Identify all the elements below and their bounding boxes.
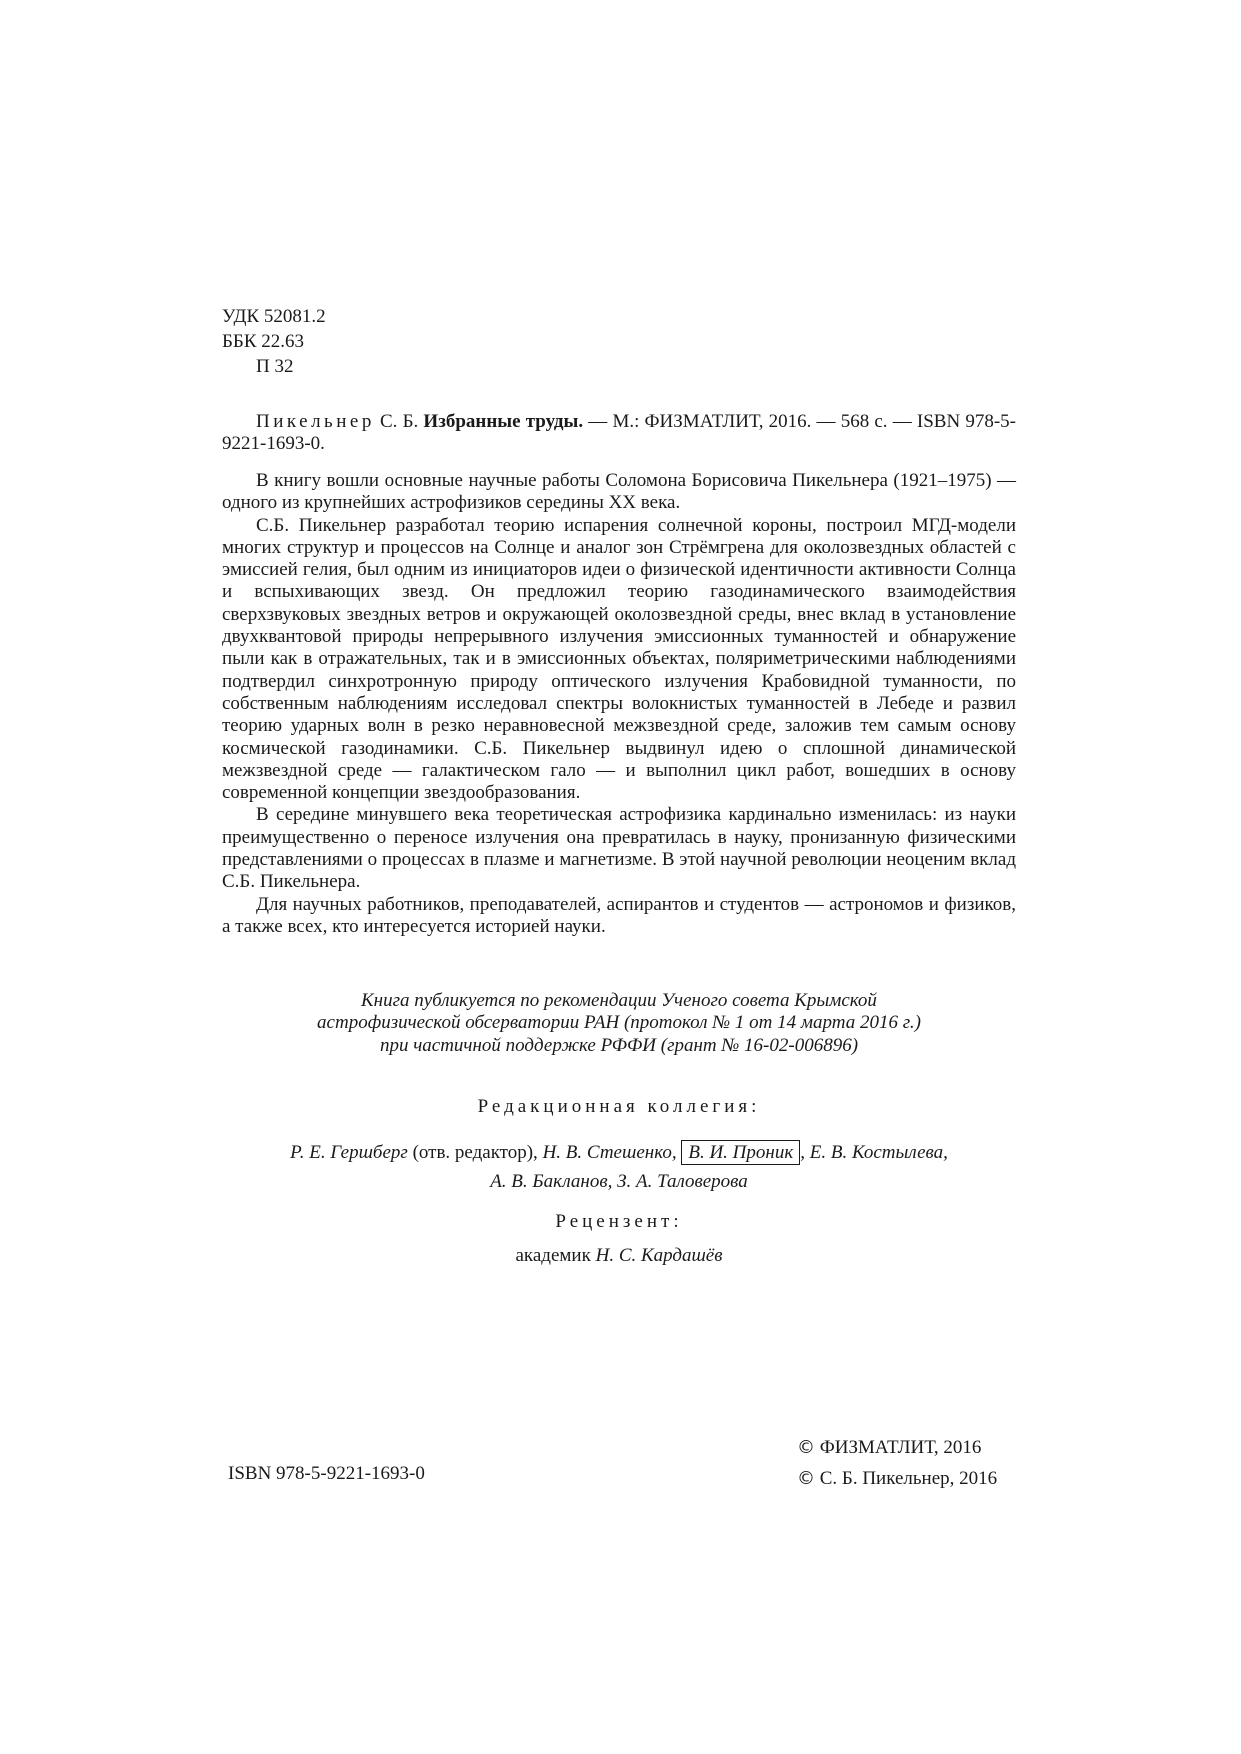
reviewer-title: академик [515, 1245, 591, 1266]
chief-editor-role: (отв. редактор), [412, 1142, 538, 1163]
chief-editor-name: Р. Е. Гершберг [290, 1142, 408, 1163]
annotation-paragraph: С.Б. Пикельнер разработал теорию испарения солнечной короны, построил МГД-модели многих структур и процессов на Солнце и аналог зон Стрёмгрена для околозвездных областей с эмиссией гелия, был одним из инициаторов идеи о физической идентичности активности Солнца и вспыхивающих звезд. Он предложил теорию газодинамического взаимодействия сверхзвуковых звездных ветров и окружающей околозвездной среды, внес вклад в установление двухквантовой природы непрерывного излучения эмиссионных туманностей и обнаружение пыли как в отражательных, так и в эмиссионных объектах, поляриметрическими наблюдениями подтвердил синхротронную природу оптического излучения Крабовидной туманности, по собственным наблюдениям исследовал спектры волокнистых туманностей в Лебеде и развил теорию ударных волн в резко неравновесной межзвездной среде, заложив тем самым основу космической газодинамики. С.Б. Пикельнер выдвинул идею о сплошной динамической межзвездной среде — галактическом гало — и выполнил цикл работ, вошедших в основу современной концепции звездообразования. [222, 514, 1016, 804]
annotation-paragraph: В книгу вошли основные научные работы Соломона Борисовича Пикельнера (1921–1975) — одного из крупнейших астрофизиков середины XX века. [222, 470, 1016, 514]
reviewer [222, 1245, 1016, 1267]
copyright-block [797, 1432, 997, 1494]
copyright-icon: © [797, 1468, 815, 1489]
copyright-author: С. Б. Пикельнер, 2016 [819, 1468, 998, 1489]
board-member: А. В. Бакланов, [490, 1171, 613, 1192]
reviewer-name: Н. С. Кардашёв [595, 1245, 723, 1266]
editorial-board-heading: Редакционная коллегия: [477, 1096, 761, 1117]
bbk-code: ББК 22.63 [222, 331, 304, 352]
classification-block [222, 304, 326, 379]
isbn-footer: ISBN 978-5-9221-1693-0 [228, 1463, 425, 1484]
copyright-publisher: ФИЗМАТЛИТ, 2016 [819, 1437, 982, 1458]
recommendation-note [222, 990, 1016, 1057]
isbn-record: ISBN 978-5-9221-1693-0. [222, 411, 1017, 455]
board-member: З. А. Таловерова [617, 1171, 748, 1192]
author-initials: С. Б. [380, 411, 419, 432]
author-mark: П 32 [256, 356, 294, 377]
recommendation-line: Книга публикуется по рекомендации Ученого совета Крымской [361, 990, 877, 1011]
reviewer-heading: Рецензент: [555, 1211, 683, 1232]
annotation [222, 470, 1016, 938]
board-member: Н. В. Стешенко, [542, 1142, 677, 1163]
board-member: , Е. В. Костылева, [800, 1142, 948, 1163]
publication-details: — М.: ФИЗМАТЛИТ, 2016. — 568 с. — [588, 411, 912, 432]
recommendation-line: при частичной поддержке РФФИ (грант № 16-02-006896) [379, 1034, 859, 1056]
udk-code: УДК 52081.2 [222, 306, 326, 327]
recommendation-line: астрофизической обсерватории РАН (протокол № 1 от 14 марта 2016 г.) [317, 1012, 921, 1034]
bibliographic-record [222, 411, 1016, 456]
boxed-board-member: В. И. Проник [681, 1140, 800, 1165]
book-title: Избранные труды. [423, 411, 584, 432]
annotation-paragraph: В середине минувшего века теоретическая астрофизика кардинально изменилась: из науки преимущественно о переносе излучения она превратилась в науку, пронизанную физическими представлениями о процессах в плазме и магнетизме. В этой научной революции неоценим вклад С.Б. Пикельнера. [222, 804, 1016, 893]
copyright-icon: © [797, 1437, 815, 1458]
editorial-board-list [222, 1138, 1016, 1196]
annotation-paragraph: Для научных работников, преподавателей, аспирантов и студентов — астрономов и физиков, а также всех, кто интересуется историей науки. [222, 893, 1016, 937]
author-surname: Пикельнер [256, 411, 375, 432]
